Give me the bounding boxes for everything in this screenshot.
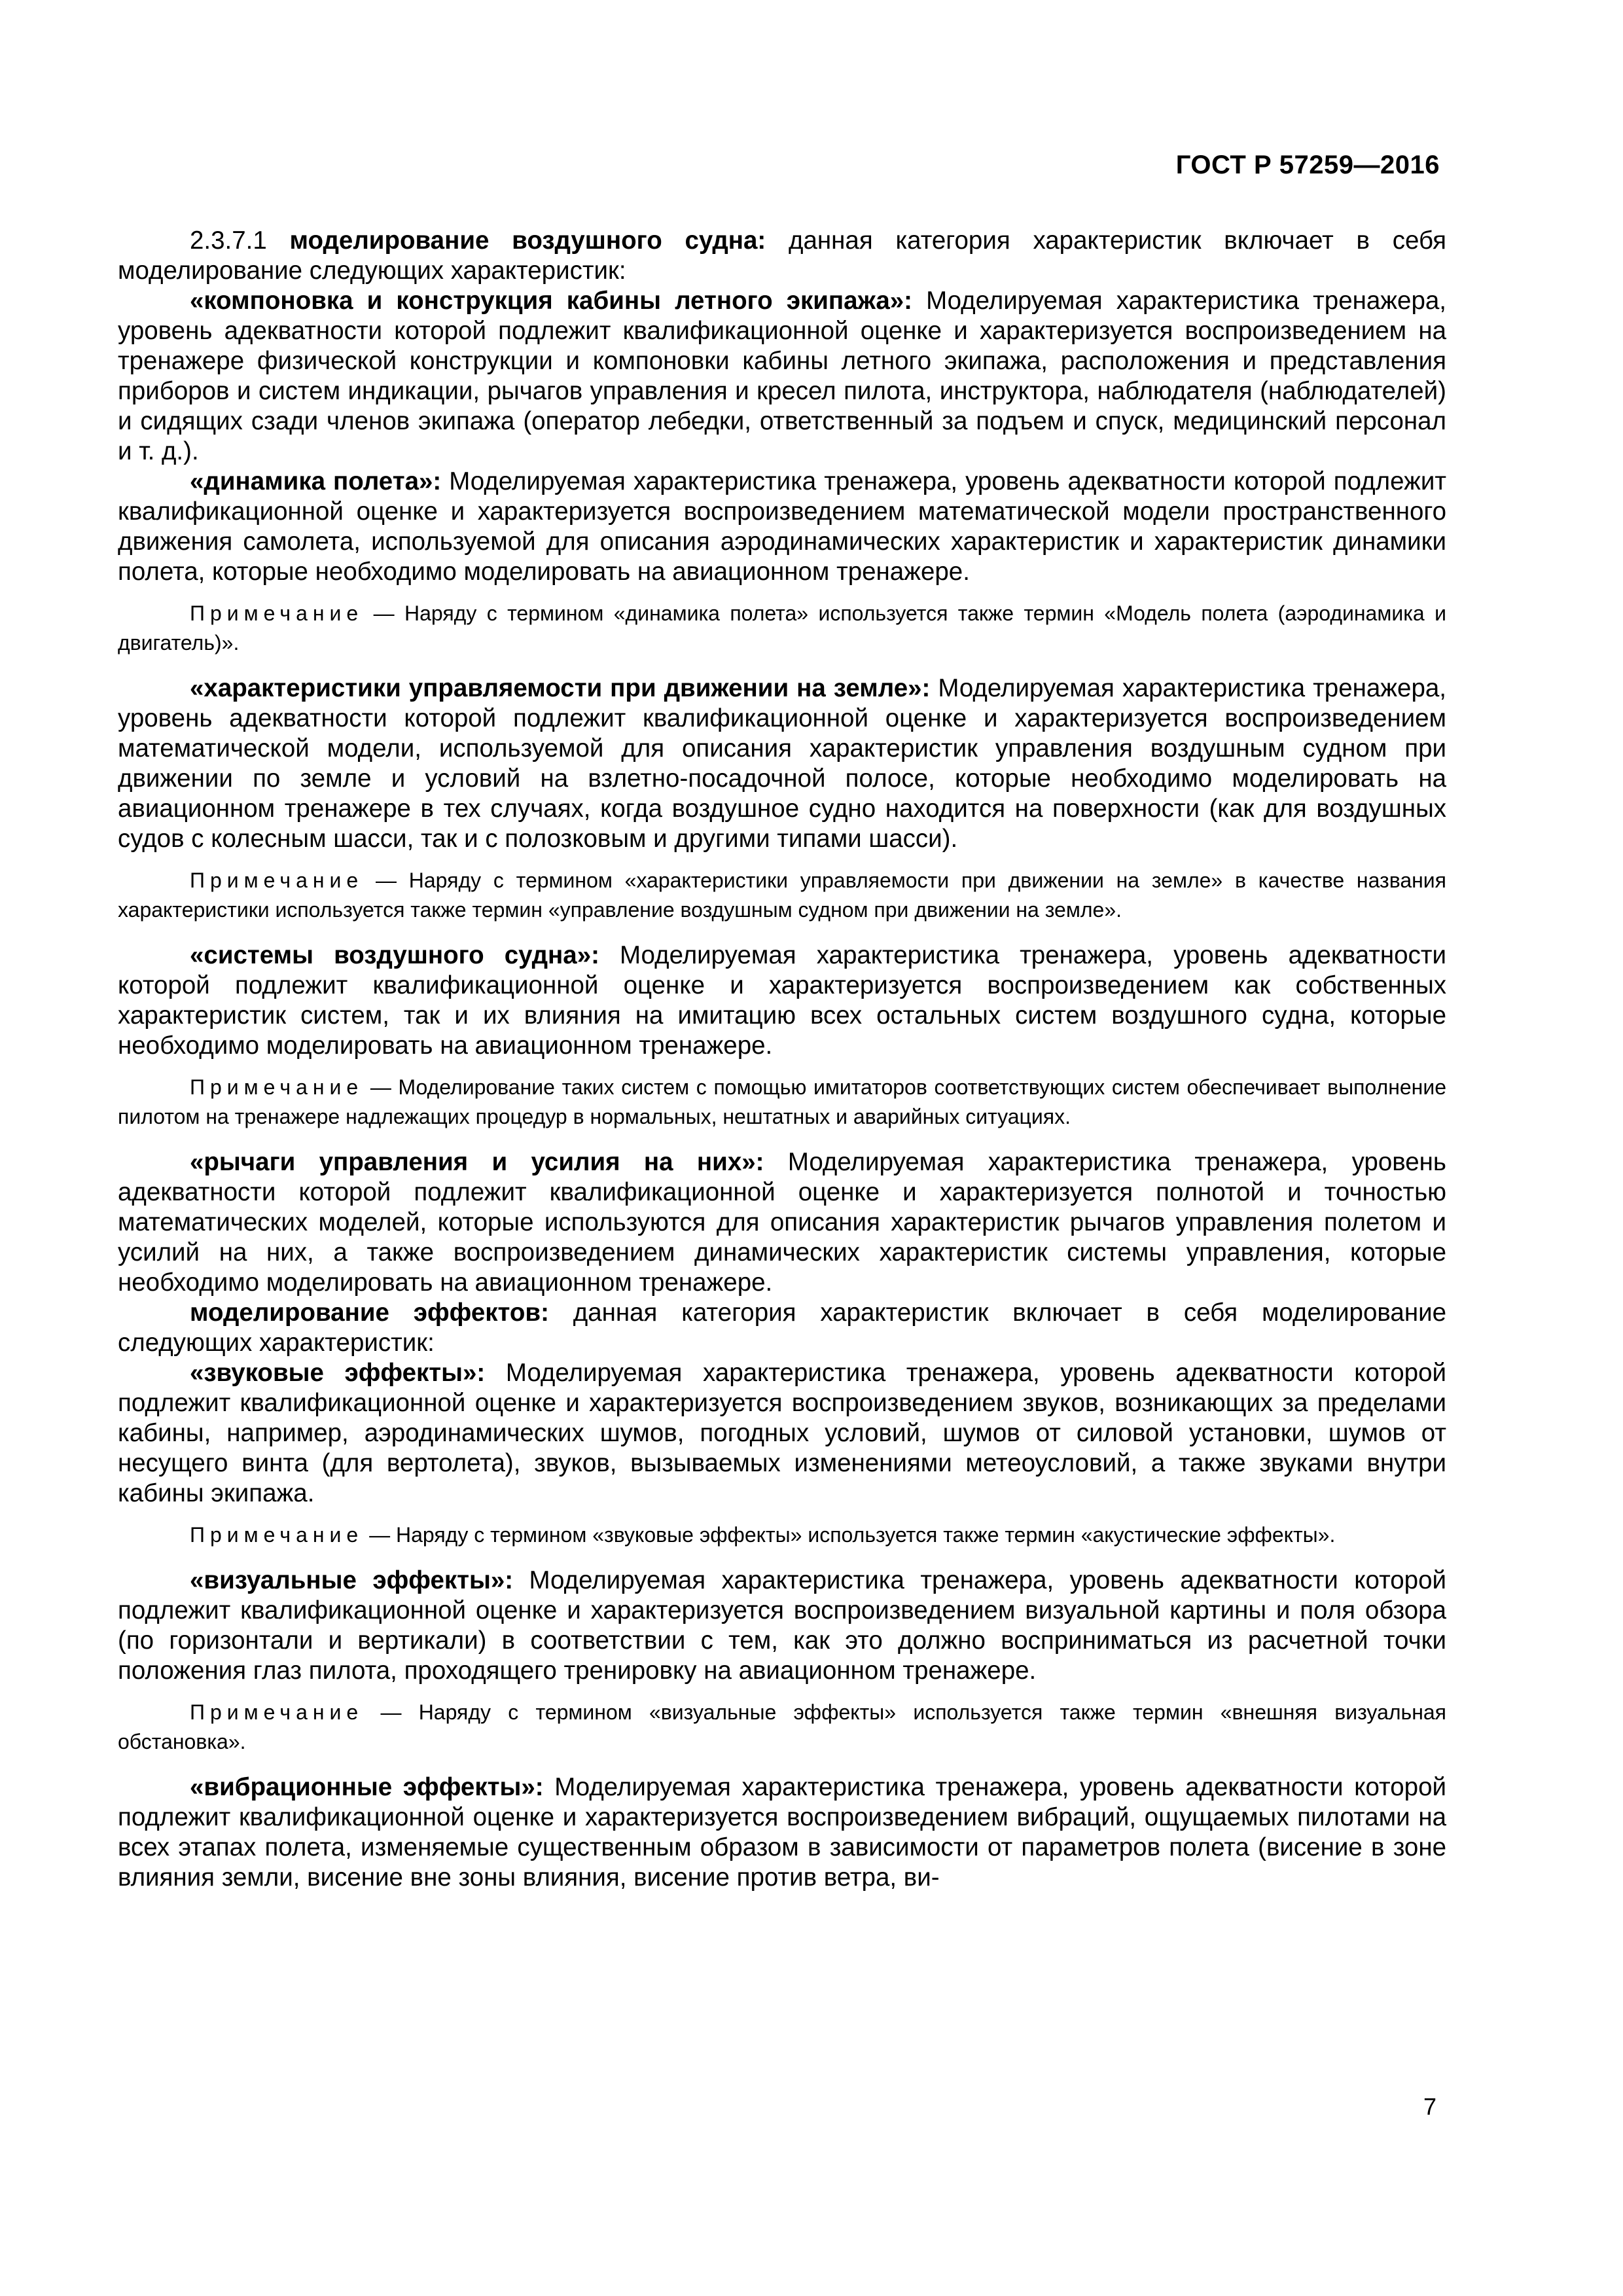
document-body (118, 226, 1446, 1893)
definition-text: Моделируемая характеристика тренажера, уровень адекватности которой подлежит квалификационной оценке и характеризуется воспроизведением как собственных характеристик систем, так и их влияния на имитацию всех остальных систем воздушного судна, которые необходимо моделировать на авиационном тренажере. (118, 941, 1446, 1060)
page-number: 7 (1423, 2093, 1436, 2120)
term-visual-effects: «визуальные эффекты»: (190, 1566, 514, 1594)
paragraph-visual-effects (118, 1566, 1446, 1686)
note-label: Примечание (190, 601, 364, 625)
paragraph-aircraft-simulation (118, 226, 1446, 286)
note-label: Примечание (190, 1523, 364, 1547)
term-ground-handling: «характеристики управляемости при движении на земле»: (190, 674, 931, 702)
note-label: Примечание (190, 869, 364, 892)
definition-text: данная категория характеристик включает в себя моделирование следующих характеристик: (118, 226, 1446, 285)
paragraph-cockpit-layout (118, 286, 1446, 467)
term-aircraft-systems: «системы воздушного судна»: (190, 941, 599, 969)
definition-text: Моделируемая характеристика тренажера, уровень адекватности которой подлежит квалификационной оценке и характеризуется воспроизведением на тренажере физической конструкции и компоновки кабины летного экипажа, расположения и представления приборов и систем индикации, рычагов управления и кресел пилота, инструктора, наблюдателя (наблюдателей) и сидящих сзади членов экипажа (оператор лебедки, ответственный за подъем и спуск, медицинский персонал и т. д.). (118, 287, 1446, 465)
term-sound-effects: «звуковые эффекты»: (190, 1359, 486, 1387)
term-aircraft-simulation: моделирование воздушного судна: (289, 226, 766, 255)
note-text: — Моделирование таких систем с помощью имитаторов соответствующих систем обеспечивает выполнение пилотом на тренажере надлежащих процедур в нормальных, нештатных и аварийных ситуациях. (118, 1075, 1446, 1128)
note-flight-dynamics (118, 599, 1446, 658)
note-text: — Наряду с термином «звуковые эффекты» используется также термин «акустические эффекты». (363, 1523, 1336, 1547)
definition-text: Моделируемая характеристика тренажера, уровень адекватности которой подлежит квалификационной оценке и характеризуется воспроизведением вибраций, ощущаемых пилотами на всех этапах полета, изменяемые существенным образом в зависимости от параметров полета (висение в зоне влияния земли, висение вне зоны влияния, висение против ветра, ви- (118, 1773, 1446, 1892)
paragraph-aircraft-systems (118, 941, 1446, 1061)
note-text: — Наряду с термином «динамика полета» используется также термин «Модель полета (аэродинамика и двигатель)». (118, 601, 1446, 655)
definition-text: Моделируемая характеристика тренажера, уровень адекватности которой подлежит квалификационной оценке и характеризуется воспроизведением визуальной картины и поля обзора (по горизонтали и вертикали) в соответствии с тем, как это должно восприниматься из расчетной точки положения глаз пилота, проходящего тренировку на авиационном тренажере. (118, 1566, 1447, 1685)
note-text: — Наряду с термином «визуальные эффекты» используется также термин «внешняя визуальная обстановка». (118, 1700, 1446, 1753)
term-effects-simulation: моделирование эффектов: (190, 1299, 549, 1327)
definition-text: Моделируемая характеристика тренажера, уровень адекватности которой подлежит квалификационной оценке и характеризуется воспроизведением звуков, возникающих за пределами кабины, например, аэродинамических шумов, погодных условий, шумов от силовой установки, шумов от несущего винта (для вертолета), звуков, вызываемых изменениями метеоусловий, а также звуками внутри кабины экипажа. (118, 1359, 1447, 1507)
paragraph-ground-handling (118, 673, 1446, 854)
note-aircraft-systems (118, 1073, 1446, 1132)
note-text: — Наряду с термином «характеристики управляемости при движении на земле» в качестве названия характеристики используется также термин «управление воздушным судном при движении на земле». (118, 869, 1446, 922)
term-flight-dynamics: «динамика полета»: (190, 467, 442, 495)
note-sound-effects (118, 1520, 1446, 1550)
paragraph-effects-simulation (118, 1298, 1446, 1358)
definition-text: данная категория характеристик включает в себя моделирование следующих характеристик: (118, 1299, 1446, 1357)
paragraph-flight-dynamics (118, 467, 1446, 587)
clause-number: 2.3.7.1 (190, 226, 267, 255)
paragraph-control-levers (118, 1147, 1446, 1298)
term-cockpit-layout: «компоновка и конструкция кабины летного экипажа»: (190, 287, 912, 315)
definition-text: Моделируемая характеристика тренажера, уровень адекватности которой подлежит квалификационной оценке и характеризуется воспроизведением математической модели, используемой для описания характеристик управления воздушным судном при движении по земле и условий на взлетно-посадочной полосе, которые необходимо моделировать на авиационном тренажере в тех случаях, когда воздушное судно находится на поверхности (как для воздушных судов с колесным шасси, так и с полозковым и другими типами шасси). (118, 674, 1446, 853)
paragraph-sound-effects (118, 1358, 1446, 1509)
paragraph-vibration-effects (118, 1772, 1446, 1893)
note-label: Примечание (190, 1700, 364, 1724)
note-label: Примечание (190, 1075, 364, 1099)
term-control-levers: «рычаги управления и усилия на них»: (190, 1148, 764, 1176)
document-id-header: ГОСТ Р 57259—2016 (1175, 151, 1440, 179)
note-ground-handling (118, 866, 1446, 925)
note-visual-effects (118, 1698, 1446, 1757)
definition-text: Моделируемая характеристика тренажера, уровень адекватности которой подлежит квалификационной оценке и характеризуется воспроизведением математической модели пространственного движения самолета, используемой для описания аэродинамических характеристик и характеристик динамики полета, которые необходимо моделировать на авиационном тренажере. (118, 467, 1446, 586)
definition-text: Моделируемая характеристика тренажера, уровень адекватности которой подлежит квалификационной оценке и характеризуется полнотой и точностью математических моделей, которые используются для описания характеристик рычагов управления полетом и усилий на них, а также воспроизведением динамических характеристик системы управления, которые необходимо моделировать на авиационном тренажере. (118, 1148, 1446, 1297)
term-vibration-effects: «вибрационные эффекты»: (190, 1773, 544, 1801)
